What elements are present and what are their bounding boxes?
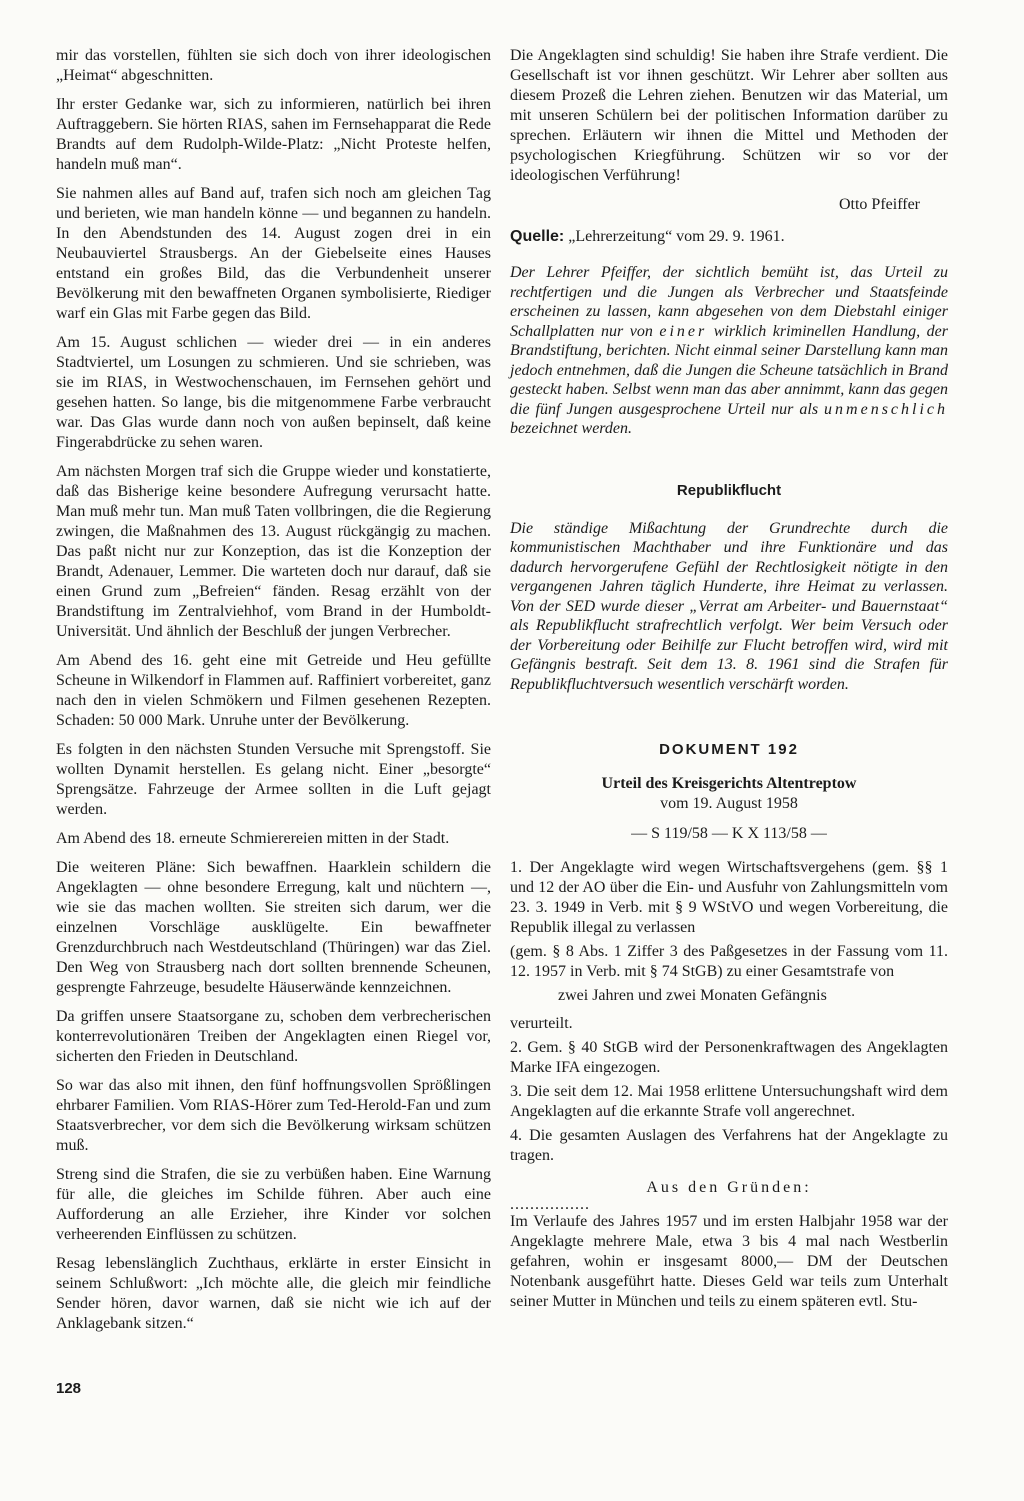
body-paragraph: Sie nahmen alles auf Band auf, trafen sich noch am gleichen Tag und berieten, wie man handeln könne — und begannen zu handeln. In den Abendstunden des 14. August zogen drei in ein Neubauviertel Strausbergs. An der Giebelseite eines Hauses entstand ein großes Bild, das die Verbundenheit unserer Bevölkerung mit den bewaffneten Organen symbolisierte, Riediger warf ein Glas mit Farbe gegen das Bild.	[56, 185, 491, 322]
body-paragraph: Ihr erster Gedanke war, sich zu informieren, natürlich bei ihren Auftraggebern. Sie hörten RIAS, sahen im Fernsehapparat die Rede Brandts auf dem Rudolph-Wilde-Platz: „Nicht Proteste helfen, handeln muß man“.	[56, 96, 491, 173]
body-paragraph: Es folgten in den nächsten Stunden Versuche mit Sprengstoff. Sie wollten Dynamit herstellen. Es gelang nicht. Einer „besorgte“ Sprengsätze. Fahrzeuge der Armee sollten in die Luft gejagt werden.	[56, 741, 491, 818]
body-paragraph: Am 15. August schlichen — wieder drei — in ein anderes Stadtviertel, um Losungen zu schmieren. Und sie schrieben, was sie im RIAS, in Westwochenschauen, im Fernsehen gehört und gesehen hatten. So lange, bis die mitgenommene Farbe verbraucht war. Das Glas wurde dann noch von außen bepinselt, daß keine Fingerabdrücke zu sehen waren.	[56, 334, 491, 451]
sentence-text: zwei Jahren und zwei Monaten Gefängnis	[558, 987, 827, 1004]
closing-paragraph: Die Angeklagten sind schuldig! Sie haben ihre Strafe verdient. Die Gesellschaft ist vor ihnen geschützt. Wir Lehrer aber sollten aus diesem Prozeß die Lehren ziehen. Benutzen wir das Material, um mit unseren Schülern bei der politischen Information darüber zu sprechen. Erläutern wir ihnen die Mittel und Methoden der psychologischen Kriegführung. Schützen wir so vor der ideologischen Verführung!	[510, 47, 948, 184]
body-paragraph: So war das also mit ihnen, den fünf hoffnungsvollen Sprößlingen ehrbarer Familien. Vom RIAS-Hörer zum Ted-Herold-Fan und zum Staatsverbrecher, vor dem sich die Bevölkerung wirksam schützen muß.	[56, 1077, 491, 1154]
document-date: vom 19. August 1958	[660, 795, 798, 812]
source-line	[510, 227, 948, 247]
reasons-paragraph: Im Verlaufe des Jahres 1957 und im ersten Halbjahr 1958 war der Angeklagte mehrere Male, etwa 3 bis 4 mal nach Westberlin gefahren, wohin er insgesamt 8000,— DM der Deutschen Notenbank ausgeführt hatte. Dieses Geld war teils zum Unterhalt seiner Mutter in München und teils zu einem späteren evtl. Stu-	[510, 1213, 948, 1310]
source-text: „Lehrerzeitung“ vom 29. 9. 1961.	[568, 228, 785, 245]
section-text: Die ständige Mißachtung der Grundrechte durch die kommunistischen Machthaber und ihre Funktionäre und das dadurch hervorgerufene Gefühl der Rechtlosigkeit nötigte in den vergangenen Jahren täglich Hunderte, ihre Heimat zu verlassen. Von der SED wurde dieser „Verrat am Arbeiter- und Bauernstaat“ als Republikflucht strafrechtlich verfolgt. Wer beim Versuch oder der Vorbereitung oder Beihilfe zur Flucht betroffen wird, wird mit Gefängnis bestraft. Seit dem 13. 8. 1961 sind die Strafen für Republikfluchtversuch wesentlich verschärft worden.	[510, 519, 948, 693]
body-paragraph: Da griffen unsere Staatsorgane zu, schoben dem verbrecherischen konterrevolutionären Treiben der Angeklagten einen Riegel vor, sicherten den Frieden in Deutschland.	[56, 1008, 491, 1065]
emphasis-text: einer	[659, 322, 708, 340]
verdict-item: (gem. § 8 Abs. 1 Ziffer 3 des Paßgesetzes in der Fassung vom 11. 12. 1957 in Verb. mit § 74 StGB) zu einer Gesamtstrafe von	[510, 943, 948, 980]
verdict-item: 1. Der Angeklagte wird wegen Wirtschaftsvergehens (gem. §§ 1 und 12 der AO über die Ein- und Ausfuhr von Zahlungsmitteln vom 23. 3. 1949 in Verb. mit § 9 WStVO und wegen Vorbereitung, die Republik illegal zu verlassen	[510, 859, 948, 936]
document-heading: DOKUMENT 192	[659, 741, 799, 758]
body-paragraph: mir das vorstellen, fühlten sie sich doch von ihrer ideologischen „Heimat“ abgeschnitten.	[56, 47, 491, 84]
commentary-paragraph	[510, 263, 948, 439]
body-paragraph: Am nächsten Morgen traf sich die Gruppe wieder und konstatierte, daß das Bisherige keine besondere Aufregung verursacht hatte. Man muß mehr tun. Man muß Taten vollbringen, die die Regierung zwingen, die Maßnahmen des 13. August rückgängig zu machen. Das paßt nicht nur zur Konzeption, das ist die Konzeption der Brandt, Adenauer, Lemmer. Die warteten doch nur darauf, daß sie einen Grund zum „Befreien“ fänden. Resag erzählt von der Brandstiftung im Zentralviehhof, vom Brand in der Humboldt-Universität. Und ähnlich der Beschluß der jungen Verbrecher.	[56, 463, 491, 640]
commentary-text: Der Lehrer Pfeiffer, der sichtlich bemüht ist, das Urteil zu rechtfertigen und die Jungen als Verbrecher und Staatsfeinde erscheinen zu lassen, kann abgesehen von dem Diebstahl einiger Schallplatten nur von	[510, 264, 948, 340]
body-paragraph: Die weiteren Pläne: Sich bewaffnen. Haarklein schildern die Angeklagten — ohne besondere Erregung, kalt und nüchtern —, wie sie das machen wollten. Sie streiten sich darum, wer die einzelnen Vorschläge ausklügelte. Ein bewaffneter Grenzdurchbruch nach Westdeutschland (Thüringen) war das Ziel. Den Weg von Strausberg nach dort sollten brennende Scheunen, gesprengte Fahrzeuge, besudelte Häuserwände kennzeichnen.	[56, 859, 491, 996]
signature: Otto Pfeiffer	[838, 196, 920, 213]
document-title: Urteil des Kreisgerichts Altentreptow	[601, 775, 857, 792]
right-column	[510, 46, 948, 1321]
reasons-heading: Aus den Gründen:	[646, 1179, 812, 1196]
commentary-text: wirklich kriminellen Handlung, der Brandstiftung, berichten. Nicht einmal seiner Darstellung kann man jedoch entnehmen, daß die Jungen die Scheune tatsächlich in Brand gesteckt haben. Selbst wenn man das aber annimmt, kann das gegen die fünf Jungen ausgesprochene Urteil nur als	[510, 322, 948, 418]
body-paragraph: Resag lebenslänglich Zuchthaus, erklärte in erster Einsicht in seinem Schlußwort: „Ich möchte alle, die gleich mir feindliche Sender hören, davor warnen, daß sie nicht wie ich auf der Anklagebank sitzen.“	[56, 1255, 491, 1332]
verdict-item: 3. Die seit dem 12. Mai 1958 erlittene Untersuchungshaft wird dem Angeklagten auf die erkannte Strafe voll angerechnet.	[510, 1083, 948, 1120]
verdict-item: 2. Gem. § 40 StGB wird der Personenkraftwagen des Angeklagten Marke IFA eingezogen.	[510, 1039, 948, 1076]
ellipsis: ................	[510, 1196, 590, 1213]
body-paragraph: Streng sind die Strafen, die sie zu verbüßen haben. Eine Warnung für alle, die gleiches im Schilde führen. Aber auch eine Aufforderung an alle Erzieher, ihre Kinder vor solchen verheerenden Einflüssen zu schützen.	[56, 1166, 491, 1243]
emphasis-text: unmenschlich	[824, 400, 949, 418]
left-column	[56, 46, 491, 1343]
file-number: — S 119/58 — K X 113/58 —	[631, 825, 827, 842]
section-heading: Republikflucht	[676, 481, 782, 499]
verdict-item: 4. Die gesamten Auslagen des Verfahrens hat der Angeklagte zu tragen.	[510, 1127, 948, 1164]
body-paragraph: Am Abend des 18. erneute Schmierereien mitten in der Stadt.	[56, 830, 450, 847]
page-number: 128	[56, 1380, 82, 1397]
body-paragraph: Am Abend des 16. geht eine mit Getreide und Heu gefüllte Scheune in Wilkendorf in Flammen auf. Raffiniert vorbereitet, ganz nach den in vielen Schmökern und Filmen gesehenen Rezepten. Schaden: 50 000 Mark. Unruhe unter der Bevölkerung.	[56, 652, 491, 729]
source-label: Quelle:	[510, 228, 565, 245]
verdict-text: verurteilt.	[510, 1015, 573, 1032]
commentary-text: bezeichnet werden.	[510, 420, 633, 437]
